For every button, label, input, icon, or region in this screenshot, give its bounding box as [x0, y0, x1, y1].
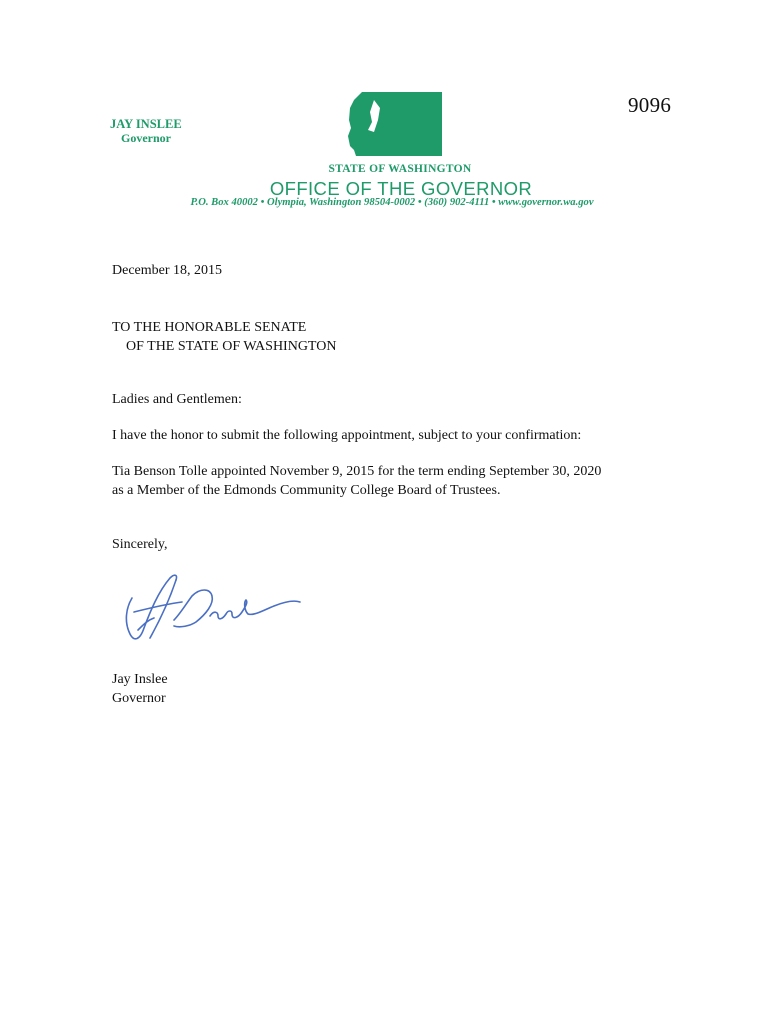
recipient-line-1: TO THE HONORABLE SENATE — [112, 320, 307, 335]
signer-name: Jay Inslee — [112, 672, 168, 687]
governor-name: JAY INSLEE — [110, 117, 182, 131]
handwritten-signature — [114, 568, 304, 648]
recipient-line-2: OF THE STATE OF WASHINGTON — [126, 339, 337, 354]
closing: Sincerely, — [112, 537, 168, 552]
intro-paragraph: I have the honor to submit the following appointment, subject to your confirmation: — [112, 428, 582, 443]
letter-date: December 18, 2015 — [112, 263, 223, 278]
page-number: 9096 — [628, 93, 672, 117]
appointment-line-1: Tia Benson Tolle appointed November 9, 2015 for the term ending September 30, 2020 — [112, 464, 602, 479]
signer-title: Governor — [112, 691, 166, 706]
salutation: Ladies and Gentlemen: — [112, 392, 242, 407]
appointment-line-2: as a Member of the Edmonds Community College Board of Trustees. — [112, 483, 501, 498]
washington-state-map-icon — [348, 92, 442, 156]
office-title: OFFICE OF THE GOVERNOR — [269, 178, 533, 199]
governor-title: Governor — [121, 131, 171, 145]
office-address: P.O. Box 40002 • Olympia, Washington 98504-0002 • (360) 902-4111 • www.governor.wa.gov — [190, 197, 594, 208]
governor-block — [110, 117, 182, 145]
state-line: STATE OF WASHINGTON — [328, 163, 472, 175]
